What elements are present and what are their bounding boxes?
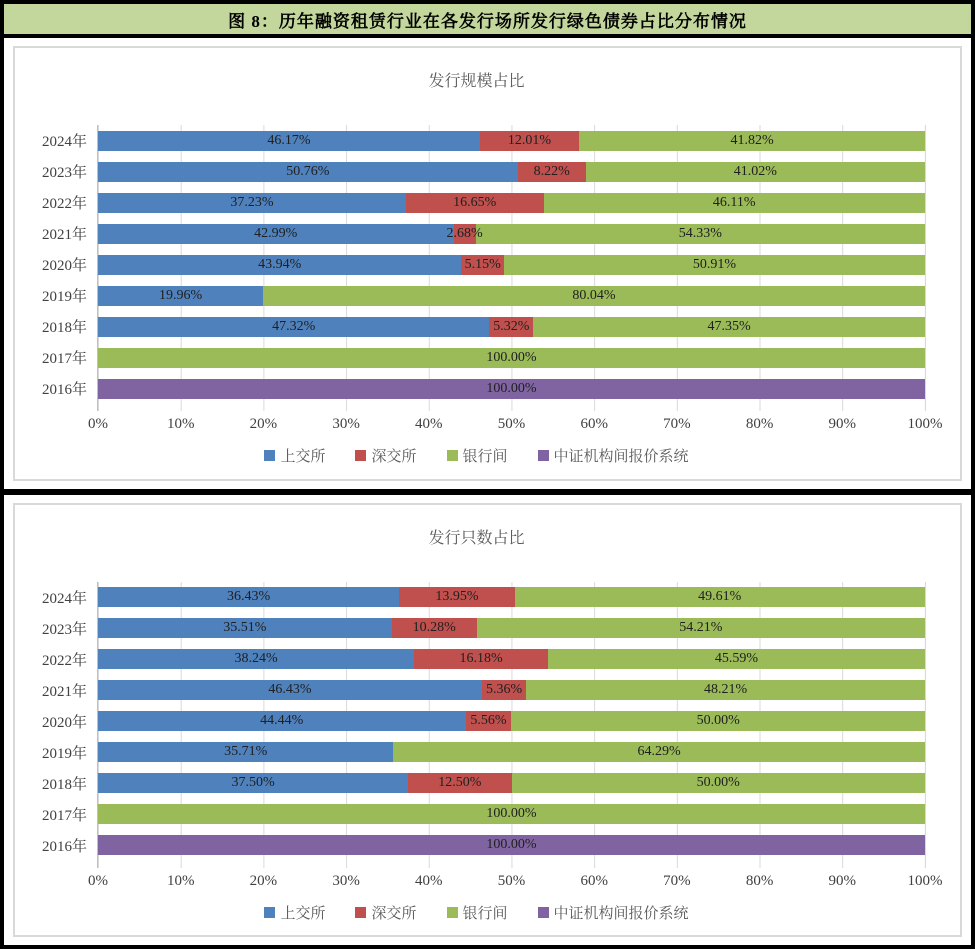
bar-segment [98,618,392,638]
x-tick-label: 90% [828,416,857,432]
bar-segment [533,317,925,337]
bar-segment [586,162,925,182]
legend-swatch-icon [355,907,366,918]
legend-item [538,445,689,466]
chart-cell-scale [4,38,971,489]
x-tick-label: 80% [745,872,774,889]
bar-segment [489,317,533,337]
y-axis-labels [27,582,97,868]
bar-value-label: 5.32% [493,318,530,334]
bar-segment [98,162,518,182]
legend-swatch-icon [538,450,549,461]
legend [27,902,926,923]
legend-item [355,902,416,923]
bar-segment [98,680,482,700]
bar-value-label: 64.29% [637,744,681,759]
bar-value-label: 50.76% [286,163,330,179]
bar-value-label: 100.00% [486,380,537,396]
x-tick-label: 30% [332,416,360,432]
bar-segment [98,131,480,151]
bar-segment [466,711,512,731]
bar-segment [399,587,514,607]
legend-item [264,445,325,466]
bar-value-label: 48.21% [704,682,748,697]
bar-track [98,804,925,824]
x-tick-label: 60% [580,872,608,889]
legend-item [355,445,416,466]
bar-segment [408,773,511,793]
legend-label: 银行间 [462,449,508,465]
year-label: 2018年 [41,776,87,793]
year-label: 2024年 [41,134,87,150]
year-label: 2019年 [41,289,87,305]
bar-value-label: 54.33% [678,225,722,241]
legend [27,445,926,466]
bar-segment [461,255,504,275]
figure-title: 图 8：历年融资租赁行业在各发行场所发行绿色债券占比分布情况 [228,11,747,31]
bar-row [98,644,925,675]
bar-value-label: 100.00% [486,837,537,852]
legend-label: 银行间 [462,905,508,922]
bar-row [98,582,925,613]
bar-segment [98,711,466,731]
bar-row [98,799,925,830]
bar-segment [526,680,925,700]
bar-value-label: 54.21% [679,620,723,635]
bar-track [98,649,925,669]
bar-segment [263,286,925,306]
bar-segment [392,618,477,638]
bar-row [98,768,925,799]
bar-value-label: 10.28% [412,620,456,635]
bar-row [98,373,925,404]
bar-value-label: 5.36% [486,682,523,697]
year-label: 2023年 [41,621,87,638]
bar-track [98,773,925,793]
bar-row [98,613,925,644]
year-label: 2021年 [41,227,87,243]
bar-value-label: 36.43% [227,589,271,604]
legend-label: 深交所 [371,449,417,465]
bar-track [98,711,925,731]
year-label: 2018年 [41,320,87,336]
x-axis [27,868,943,894]
bar-segment [515,587,925,607]
bar-track [98,835,925,855]
year-label: 2022年 [41,652,87,669]
legend-item [447,445,508,466]
bar-segment [480,131,579,151]
bar-value-label: 16.18% [459,651,503,666]
bar-segment [98,649,414,669]
bar-value-label: 35.71% [224,744,268,759]
bar-value-label: 5.15% [464,256,501,272]
x-tick-label: 100% [907,872,943,889]
x-tick-label: 0% [88,416,108,432]
bar-segment [482,680,526,700]
bar-row [98,125,925,156]
year-label: 2016年 [41,382,87,398]
figure-title-bar [4,4,971,38]
bar-value-label: 12.50% [438,775,482,790]
bar-segment [579,131,925,151]
legend-swatch-icon [355,450,366,461]
bar-value-label: 35.51% [223,620,267,635]
x-tick-label: 80% [745,416,774,432]
bar-value-label: 13.95% [435,589,479,604]
x-tick-label: 10% [166,416,195,432]
bar-value-label: 46.11% [712,194,756,210]
year-label: 2016年 [41,838,87,855]
bar-segment [98,317,489,337]
legend-swatch-icon [447,450,458,461]
legend-swatch-icon [264,907,275,918]
bar-value-label: 42.99% [254,225,298,241]
bar-segment [98,804,925,824]
year-label: 2020年 [41,714,87,731]
bar-value-label: 12.01% [507,132,552,148]
bar-track [98,224,925,244]
bar-value-label: 2.68% [446,225,483,241]
bar-value-label: 47.35% [707,318,751,334]
bar-segment [98,224,454,244]
bar-segment [477,618,925,638]
bar-row [98,706,925,737]
bar-value-label: 47.32% [272,318,316,334]
bar-value-label: 37.23% [230,194,274,210]
x-tick-label: 50% [497,416,526,432]
x-axis [27,411,943,437]
year-label: 2021年 [41,683,87,700]
bar-segment [504,255,925,275]
legend-item [447,902,508,923]
x-tick-label: 0% [88,872,108,889]
bar-value-label: 19.96% [158,287,203,303]
x-tick-label: 50% [497,872,526,889]
chart-cell-count [4,489,971,946]
year-label: 2022年 [41,196,87,212]
bar-value-label: 44.44% [260,713,304,728]
legend-swatch-icon [538,907,549,918]
bars-area [97,125,926,411]
bar-row [98,830,925,861]
x-tick-label: 40% [415,872,443,889]
legend-label: 深交所 [371,905,417,922]
bar-value-label: 50.91% [692,256,737,272]
bar-value-label: 100.00% [486,806,537,821]
bar-track [98,131,925,151]
bar-value-label: 45.59% [714,651,759,666]
x-tick-label: 90% [828,872,857,889]
bar-segment [98,286,263,306]
bar-track [98,742,925,762]
legend-item [538,902,689,923]
legend-label: 中证机构间报价系统 [553,449,689,465]
bar-segment [98,379,925,399]
x-tick-label: 100% [907,416,943,432]
x-axis-spacer [27,411,97,437]
bar-value-label: 8.22% [533,163,570,179]
bar-track [98,255,925,275]
bar-value-label: 37.50% [231,775,275,790]
bar-track [98,193,925,213]
bar-segment [98,587,399,607]
bar-value-label: 16.65% [453,194,497,210]
bar-segment [512,773,926,793]
bar-segment [518,162,586,182]
bar-value-label: 50.00% [696,713,740,728]
x-axis-spacer [27,868,97,894]
legend-label: 上交所 [280,905,326,922]
bar-track [98,286,925,306]
bar-track [98,162,925,182]
bar-value-label: 41.82% [730,132,774,148]
bar-segment [393,742,925,762]
bar-value-label: 46.17% [267,132,311,148]
bar-segment [544,193,925,213]
bar-track [98,587,925,607]
bar-track [98,618,925,638]
chart-title: 发行规模占比 [428,73,525,90]
bar-value-label: 49.61% [698,589,742,604]
bar-track [98,379,925,399]
x-tick-label: 20% [249,872,278,889]
bar-row [98,187,925,218]
bar-value-label: 43.94% [258,256,302,272]
legend-item [264,902,325,923]
bar-row [98,156,925,187]
x-tick-label: 60% [580,416,608,432]
x-axis-tick-labels [88,411,943,437]
bar-row [98,280,925,311]
chart-title: 发行只数占比 [428,529,525,547]
bar-segment [414,649,548,669]
bar-segment [548,649,925,669]
bars-area [97,582,926,868]
legend-swatch-icon [447,907,458,918]
year-label: 2024年 [41,590,87,607]
bar-segment [98,773,408,793]
bar-row [98,311,925,342]
chart-scale-proportion [13,46,962,481]
plot-area [27,582,926,868]
bar-segment [98,835,925,855]
legend-label: 中证机构间报价系统 [553,905,689,922]
bar-row [98,218,925,249]
year-label: 2017年 [41,807,87,824]
x-tick-label: 40% [415,416,443,432]
bar-value-label: 80.04% [572,287,616,303]
legend-swatch-icon [264,450,275,461]
bar-segment [406,193,544,213]
bar-value-label: 38.24% [234,651,278,666]
bar-segment [98,742,393,762]
bar-segment [446,224,483,244]
bar-value-label: 41.02% [733,163,777,179]
bar-track [98,317,925,337]
bar-track [98,348,925,368]
year-label: 2020年 [41,258,87,274]
y-axis-labels [27,125,97,411]
x-tick-label: 10% [166,872,195,889]
legend-label: 上交所 [280,449,326,465]
bar-segment [476,224,925,244]
x-tick-label: 20% [249,416,278,432]
bar-value-label: 5.56% [470,713,507,728]
bar-value-label: 46.43% [268,682,312,697]
bar-segment [98,255,461,275]
year-label: 2019年 [41,745,87,762]
bar-row [98,249,925,280]
x-tick-label: 70% [663,416,691,432]
bar-segment [98,193,406,213]
year-label: 2023年 [41,165,87,181]
bar-value-label: 50.00% [696,775,740,790]
plot-area [27,125,926,411]
x-tick-label: 70% [663,872,691,889]
chart-count-proportion [13,503,962,938]
bar-row [98,342,925,373]
bar-track [98,680,925,700]
bar-segment [511,711,925,731]
bar-row [98,737,925,768]
bar-row [98,675,925,706]
x-tick-label: 30% [332,872,360,889]
bar-segment [98,348,925,368]
bar-value-label: 100.00% [486,349,537,365]
year-label: 2017年 [41,351,87,367]
x-axis-tick-labels [88,868,943,894]
